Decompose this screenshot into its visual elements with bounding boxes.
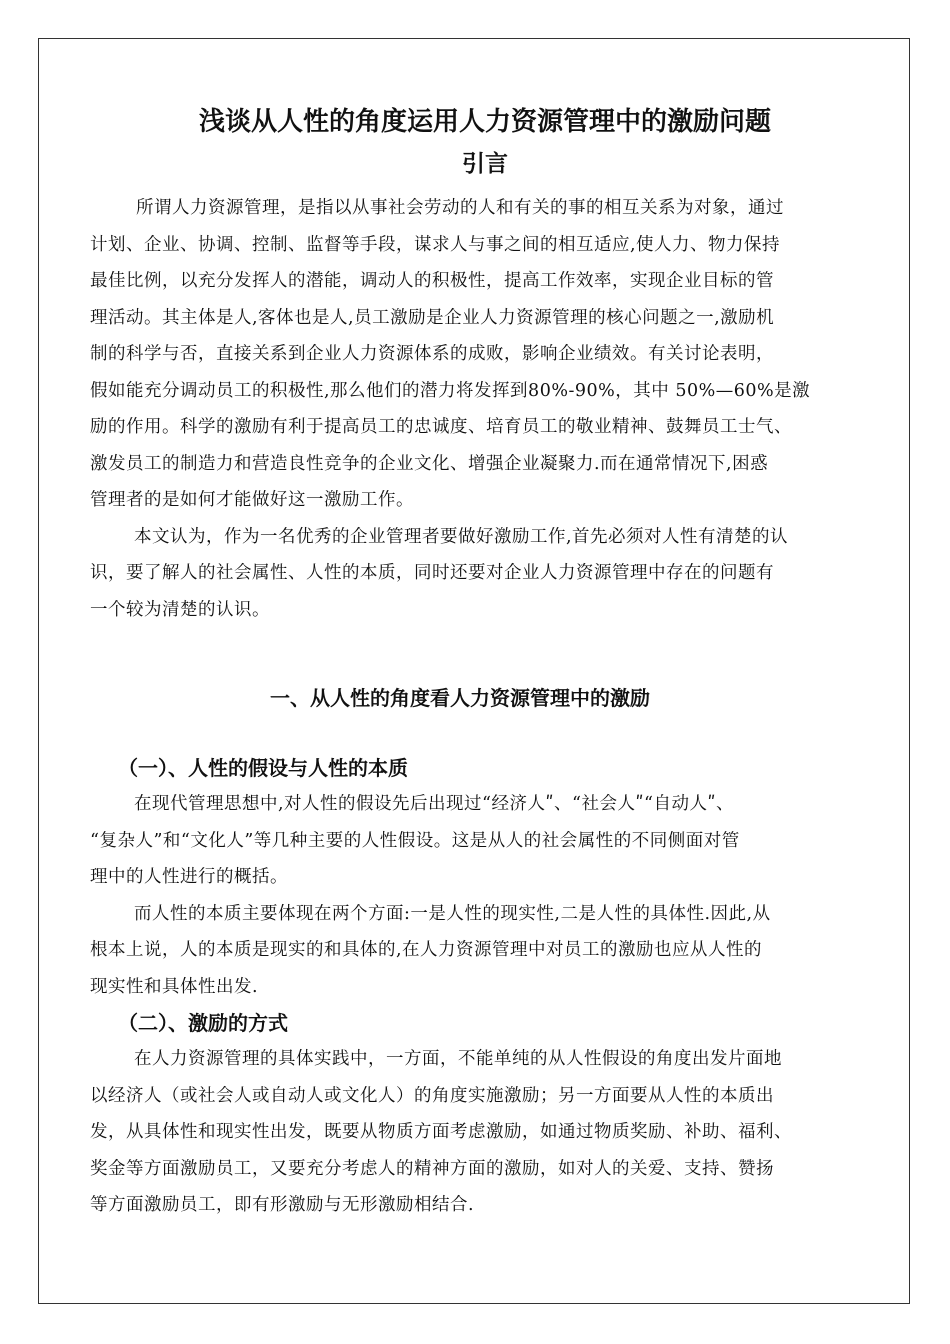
text-line: 最佳比例，以充分发挥人的潜能，调动人的积极性，提高工作效率，实现企业目标的管 — [90, 271, 774, 291]
text-line: 本文认为，作为一名优秀的企业管理者要做好激励工作,首先必须对人性有清楚的认 — [134, 526, 789, 547]
text-line: 而人性的本质主要体现在两个方面:一是人性的现实性,二是人性的具体性.因此,从 — [134, 903, 771, 924]
text-line: 奖金等方面激励员工，又要充分考虑人的精神方面的激励，如对人的关爱、支持、赞扬 — [90, 1158, 774, 1179]
text-line: 在现代管理思想中,对人性的假设先后出现过“经济人ʺ、“社会人ʺ“自动人ʺ、 — [134, 794, 735, 814]
subsection-1-paragraph-2 — [90, 896, 880, 1006]
text-line: 一个较为清楚的认识。 — [90, 599, 270, 620]
document-title: 浅谈从人性的角度运用人力资源管理中的激励问题 — [198, 107, 771, 137]
text-line: 以经济人（或社会人或自动人或文化人）的角度实施激励；另一方面要从人性的本质出 — [90, 1085, 774, 1106]
text-line: 所谓人力资源管理，是指以从事社会劳动的人和有关的事的相互关系为对象，通过 — [136, 198, 784, 218]
text-line: 发，从具体性和现实性出发，既要从物质方面考虑激励，如通过物质奖励、补助、福利、 — [90, 1122, 792, 1142]
intro-paragraph-2 — [90, 519, 880, 629]
intro-heading: 引言 — [462, 150, 508, 177]
text-line: 制的科学与否，直接关系到企业人力资源体系的成败，影响企业绩效。有关讨论表明， — [90, 344, 774, 364]
text-line: 理活动。其主体是人,客体也是人,员工激励是企业人力资源管理的核心问题之一,激励机 — [90, 307, 775, 328]
text-line: 励的作用。科学的激励有利于提高员工的忠诚度、培育员工的敬业精神、鼓舞员工士气、 — [90, 417, 792, 437]
subsection-1-paragraph-1 — [90, 786, 880, 896]
section-1-heading: 一、从人性的角度看人力资源管理中的激励 — [270, 686, 650, 710]
intro-paragraph-1 — [90, 190, 880, 519]
subsection-1-heading: （一）、人性的假设与人性的本质 — [118, 756, 408, 780]
text-line: 在人力资源管理的具体实践中，一方面，不能单纯的从人性假设的角度出发片面地 — [134, 1049, 782, 1069]
text-line: 激发员工的制造力和营造良性竞争的企业文化、增强企业凝聚力.而在通常情况下,困惑 — [90, 453, 769, 474]
text-line: “复杂人”和“文化人”等几种主要的人性假设。这是从人的社会属性的不同侧面对管 — [90, 830, 740, 851]
text-line: 识，要了解人的社会属性、人性的本质，同时还要对企业人力资源管理中存在的问题有 — [90, 563, 774, 583]
text-line: 现实性和具体性出发. — [90, 976, 259, 997]
document — [90, 100, 880, 1224]
subsection-2-paragraph-1 — [90, 1041, 880, 1224]
text-line: 计划、企业、协调、控制、监督等手段，谋求人与事之间的相互适应,使人力、物力保持 — [90, 234, 781, 255]
text-line: 假如能充分调动员工的积极性,那么他们的潜力将发挥到80%-90%，其中 50%—60%是激 — [90, 380, 811, 401]
text-line: 等方面激励员工，即有形激励与无形激励相结合. — [90, 1195, 475, 1215]
text-line: 根本上说，人的本质是现实的和具体的,在人力资源管理中对员工的激励也应从人性的 — [90, 940, 763, 960]
subsection-2-heading: （二）、激励的方式 — [118, 1011, 288, 1035]
text-line: 管理者的是如何才能做好这一激励工作。 — [90, 490, 414, 510]
text-line: 理中的人性进行的概括。 — [90, 867, 288, 887]
